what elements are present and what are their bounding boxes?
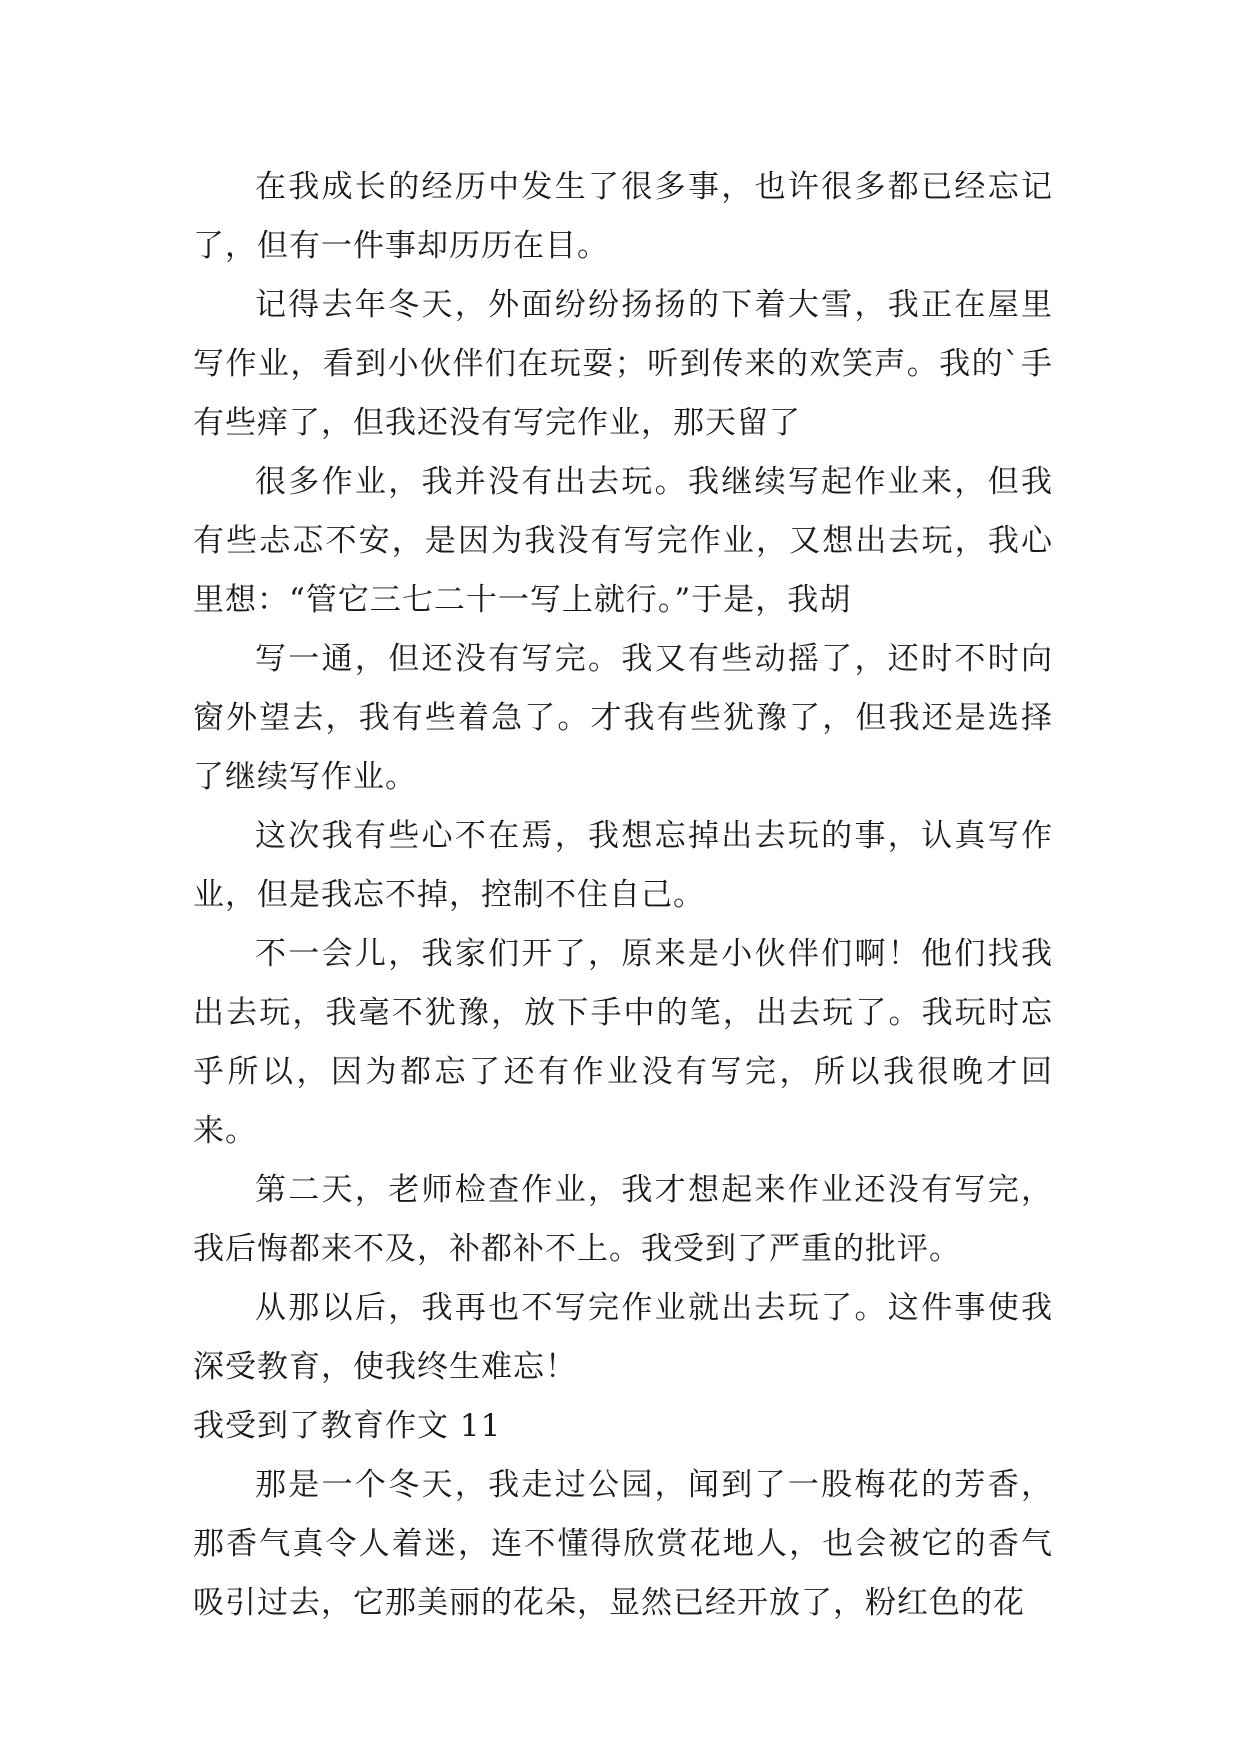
paragraph-9: 那是一个冬天，我走过公园，闻到了一股梅花的芳香，那香气真令人着迷，连不懂得欣赏花地人，也会被它的香气吸引过去，它那美丽的花朵，显然已经开放了，粉红色的花 bbox=[193, 1467, 1053, 1621]
paragraph-4: 写一通，但还没有写完。我又有些动摇了，还时不时向窗外望去，我有些着急了。才我有些犹豫了，但我还是选择了继续写作业。 bbox=[193, 641, 1053, 795]
paragraph-7: 第二天，老师检查作业，我才想起来作业还没有写完，我后悔都来不及，补都补不上。我受到了严重的批评。 bbox=[193, 1172, 1053, 1267]
paragraph-5: 这次我有些心不在焉，我想忘掉出去玩的事，认真写作业，但是我忘不掉，控制不住自己。 bbox=[193, 818, 1053, 913]
paragraph-2: 记得去年冬天，外面纷纷扬扬的下着大雪，我正在屋里写作业，看到小伙伴们在玩耍；听到传来的欢笑声。我的`手有些痒了，但我还没有写完作业，那天留了 bbox=[193, 287, 1053, 441]
paragraph-1: 在我成长的经历中发生了很多事，也许很多都已经忘记了，但有一件事却历历在目。 bbox=[193, 169, 1053, 264]
section-heading: 我受到了教育作文 11 bbox=[193, 1408, 502, 1444]
paragraph-8: 从那以后，我再也不写完作业就出去玩了。这件事使我深受教育，使我终生难忘！ bbox=[193, 1290, 1053, 1385]
document-page bbox=[193, 158, 1053, 1633]
paragraph-6: 不一会儿，我家们开了，原来是小伙伴们啊！他们找我出去玩，我毫不犹豫，放下手中的笔，出去玩了。我玩时忘乎所以，因为都忘了还有作业没有写完，所以我很晚才回来。 bbox=[193, 936, 1053, 1149]
paragraph-3: 很多作业，我并没有出去玩。我继续写起作业来，但我有些忐忑不安，是因为我没有写完作业，又想出去玩，我心里想：“管它三七二十一写上就行。”于是，我胡 bbox=[193, 464, 1053, 618]
